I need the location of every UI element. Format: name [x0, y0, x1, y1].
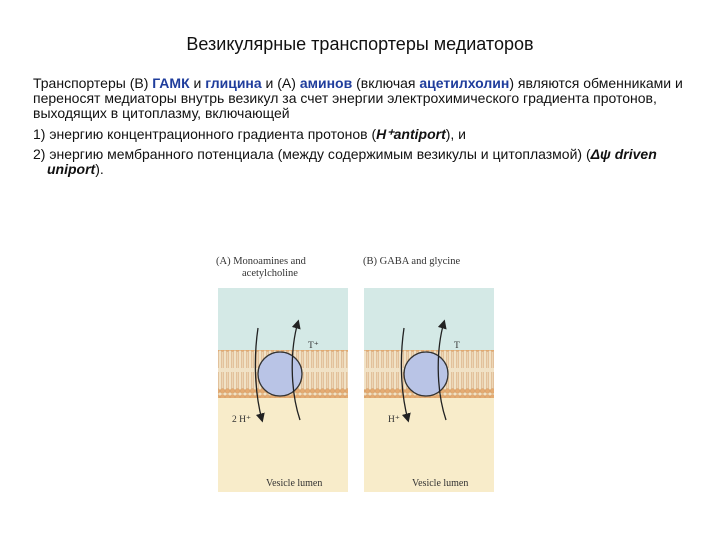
ion-label-top: T	[454, 341, 460, 351]
term-h-antiport: H⁺antiport	[376, 126, 446, 142]
slide-title: Везикулярные транспортеры медиаторов	[186, 34, 534, 54]
lumen-label: Vesicle lumen	[266, 478, 323, 489]
ion-label-top: T⁺	[308, 341, 319, 351]
panel-b	[364, 288, 494, 492]
panel-a-label: (A) Monoamines and acetylcholine	[216, 256, 306, 279]
transporter-circle	[258, 352, 302, 396]
slide-body	[33, 76, 693, 177]
paragraph-transporters: Транспортеры (В) ГАМК и глицина и (А) аминов (включая ацетилхолин) являются обменниками и переносят медиаторы внутрь везикул за счет энергии электрохимического градиента протонов, выходящих в цитоплазму, включающей	[33, 75, 683, 121]
paragraph-item-1: 1) энергию концентрационного градиента протонов (H⁺antiport), и	[33, 126, 466, 142]
panel-a	[218, 288, 348, 492]
term-glycine: глицина	[205, 75, 262, 91]
transporter-figure	[210, 250, 500, 495]
term-uniport: Δψ driven uniport	[47, 146, 657, 177]
paragraph-item-2: 2) энергию мембранного потенциала (между содержимым везикулы и цитоплазмой) (Δψ driven uniport).	[33, 146, 657, 177]
ion-label-bottom: 2 H⁺	[232, 415, 251, 425]
term-gaba: ГАМК	[152, 75, 190, 91]
term-amines: аминов	[299, 75, 353, 91]
ion-label-bottom: H⁺	[388, 415, 400, 425]
cytoplasm-region	[218, 288, 348, 350]
cytoplasm-region	[364, 288, 494, 350]
lumen-label: Vesicle lumen	[412, 478, 469, 489]
term-acetylcholine: ацетилхолин	[419, 75, 510, 91]
panel-b-label: (B) GABA and glycine	[363, 256, 461, 267]
figure-svg	[210, 250, 500, 495]
transporter-circle	[404, 352, 448, 396]
